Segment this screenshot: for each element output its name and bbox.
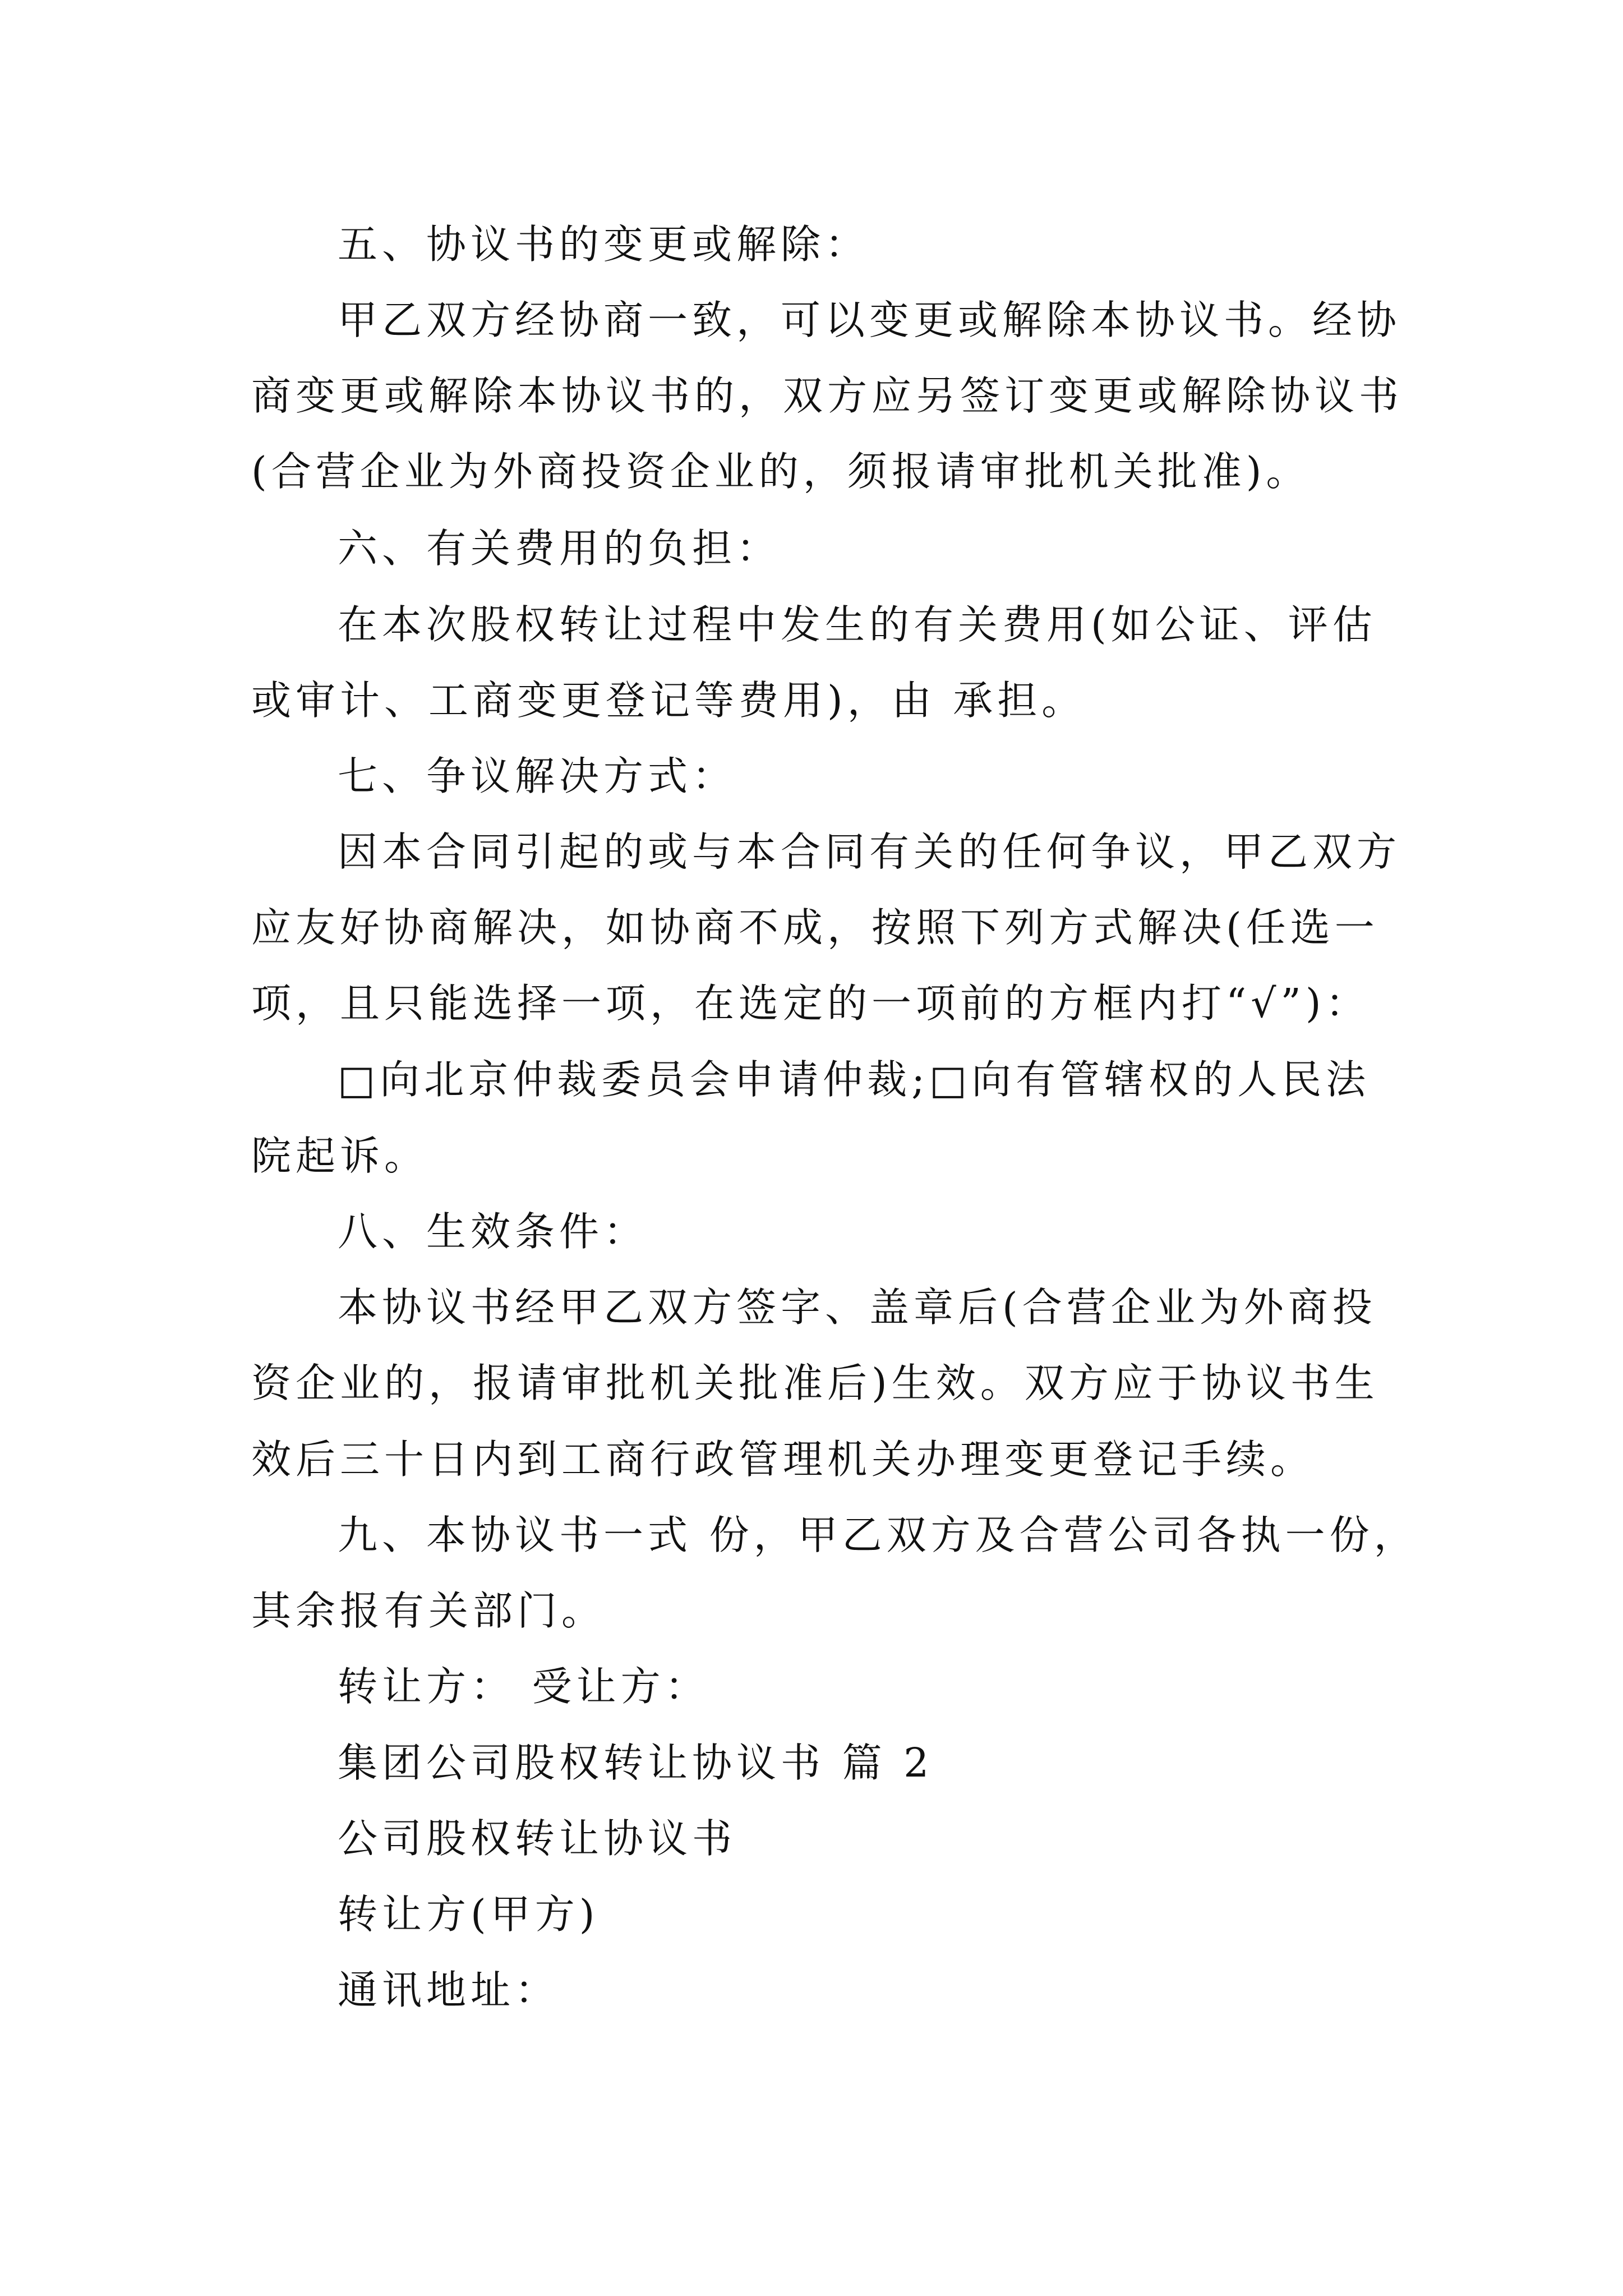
section-heading-copies: 九、本协议书一式 份，甲乙双方及合营公司各执一份， (338, 1512, 1418, 1558)
signature-parties-line: 转让方： 受让方： (338, 1663, 709, 1710)
paragraph-line: 或审计、工商变更登记等费用)，由 承担。 (251, 677, 1086, 724)
section-heading-fees: 六、有关费用的负担： (338, 525, 781, 572)
paragraph-line: 商变更或解除本协议书的，双方应另签订变更或解除协议书 (251, 372, 1404, 419)
paragraph-line: (合营企业为外商投资企业的，须报请审批机关批准)。 (251, 448, 1311, 495)
transferor-label: 转让方(甲方) (338, 1891, 600, 1938)
paragraph-line: 因本合同引起的或与本合同有关的任何争议，甲乙双方 (338, 829, 1401, 875)
document-section-title: 集团公司股权转让协议书 篇 2 (338, 1740, 934, 1786)
address-label: 通讯地址： (338, 1967, 560, 2013)
agreement-title: 公司股权转让协议书 (338, 1815, 737, 1862)
paragraph-line: 甲乙双方经协商一致，可以变更或解除本协议书。经协 (338, 297, 1401, 343)
dispute-options-line: □向北京仲裁委员会申请仲裁;□向有管辖权的人民法 (338, 1056, 1371, 1103)
paragraph-line: 应友好协商解决，如协商不成，按照下列方式解决(任选一 (251, 904, 1379, 951)
paragraph-line: 本协议书经甲乙双方签字、盖章后(合营企业为外商投 (338, 1284, 1377, 1331)
paragraph-line: 效后三十日内到工商行政管理机关办理变更登记手续。 (251, 1436, 1315, 1483)
paragraph-line: 在本次股权转让过程中发生的有关费用(如公证、评估 (338, 601, 1377, 648)
paragraph-line: 项，且只能选择一项，在选定的一项前的方框内打“√”)： (251, 980, 1370, 1027)
section-heading-amendment: 五、协议书的变更或解除： (338, 221, 870, 268)
paragraph-line: 资企业的，报请审批机关批准后)生效。双方应于协议书生 (251, 1360, 1379, 1406)
section-heading-effect: 八、生效条件： (338, 1208, 648, 1255)
paragraph-line: 院起诉。 (251, 1133, 429, 1179)
section-heading-disputes: 七、争议解决方式： (338, 753, 737, 799)
paragraph-line: 其余报有关部门。 (251, 1588, 606, 1634)
